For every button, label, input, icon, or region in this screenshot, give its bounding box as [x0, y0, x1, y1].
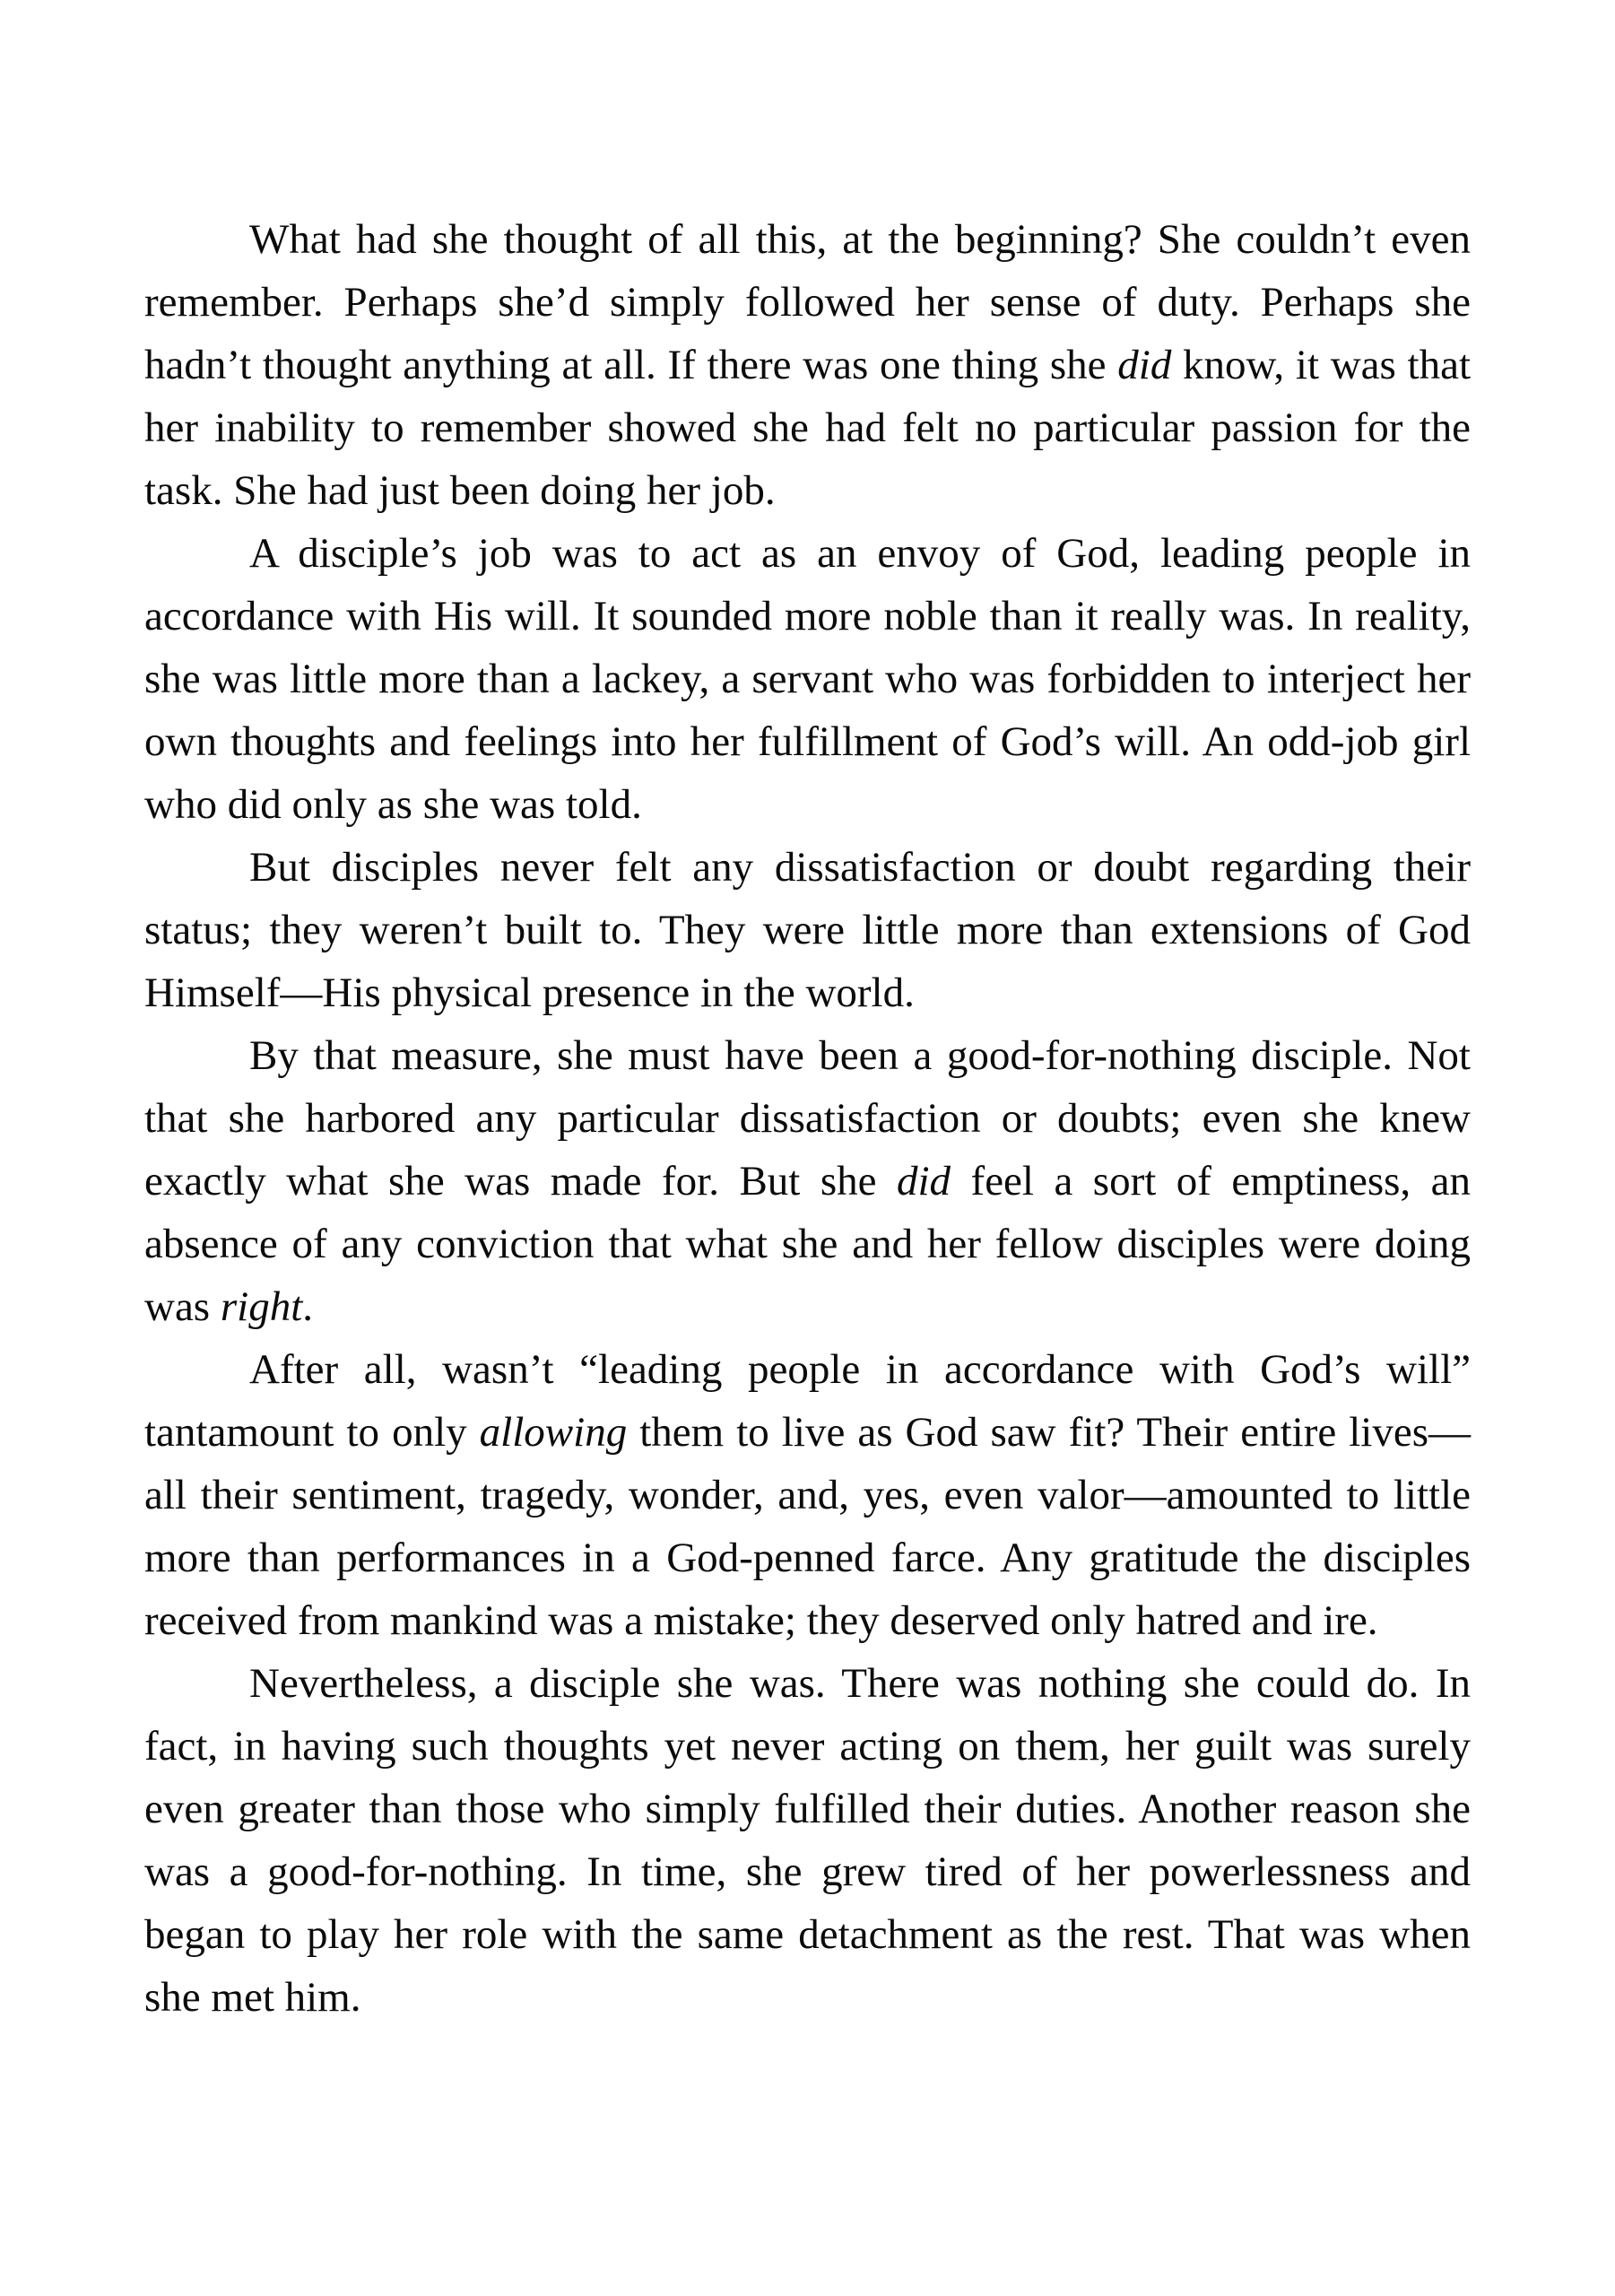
text-run: feel a sort of emptiness, an absence of any conviction that what she and her fellow disciples were doing was	[144, 1158, 1472, 1330]
text-run: But disciples never felt any dissatisfaction or doubt regarding their status; they weren’t built to. They were little more than extensions of God Himself—His physical presence in the world.	[144, 844, 1471, 1016]
paragraph	[144, 208, 1471, 522]
text-run: Nevertheless, a disciple she was. There was nothing she could do. In fact, in having such thoughts yet never acting on them, her guilt was surely even greater than those who simply fulfilled their duties. Another reason she was a good-for-nothing. In time, she grew tired of her powerlessness and began to play her role with the same detachment as the rest. That was when she met him.	[144, 1660, 1471, 2021]
paragraph	[144, 1024, 1471, 1338]
paragraph	[144, 1338, 1471, 1652]
paragraph	[144, 1652, 1471, 2029]
body-text	[144, 208, 1471, 2029]
paragraph	[144, 836, 1471, 1024]
text-run: know, it was that her inability to remember showed she had felt no particular passion for the task. She had just been doing her job.	[144, 342, 1472, 514]
italic-run: did	[897, 1158, 951, 1205]
text-run: .	[302, 1283, 314, 1330]
italic-run: did	[1117, 342, 1172, 388]
text-run: What had she thought of all this, at the beginning? She couldn’t even remember. Perhaps she’d simply followed her sense of duty. Perhaps she hadn’t thought anything at all. If there was one thing she	[144, 216, 1471, 388]
paragraph	[144, 522, 1471, 836]
italic-run: right	[220, 1283, 303, 1330]
text-run: By that measure, she must have been a good-for-nothing disciple. Not that she harbored any particular dissatisfaction or doubts; even she knew exactly what she was made for. But she	[144, 1032, 1471, 1205]
text-run: A disciple’s job was to act as an envoy of God, leading people in accordance with His will. It sounded more noble than it really was. In reality, she was little more than a lackey, a servant who was forbidden to interject her own thoughts and feelings into her fulfillment of God’s will. An odd-job girl who did only as she was told.	[144, 530, 1471, 828]
text-run: them to live as God saw fit? Their entire lives—all their sentiment, tragedy, wonder, and, yes, even valor—amounted to little more than performances in a God-penned farce. Any gratitude the disciples received from mankind was a mistake; they deserved only hatred and ire.	[144, 1409, 1472, 1644]
text-run: After all, wasn’t “leading people in accordance with God’s will” tantamount to only	[144, 1346, 1471, 1456]
italic-run: allowing	[479, 1409, 628, 1456]
